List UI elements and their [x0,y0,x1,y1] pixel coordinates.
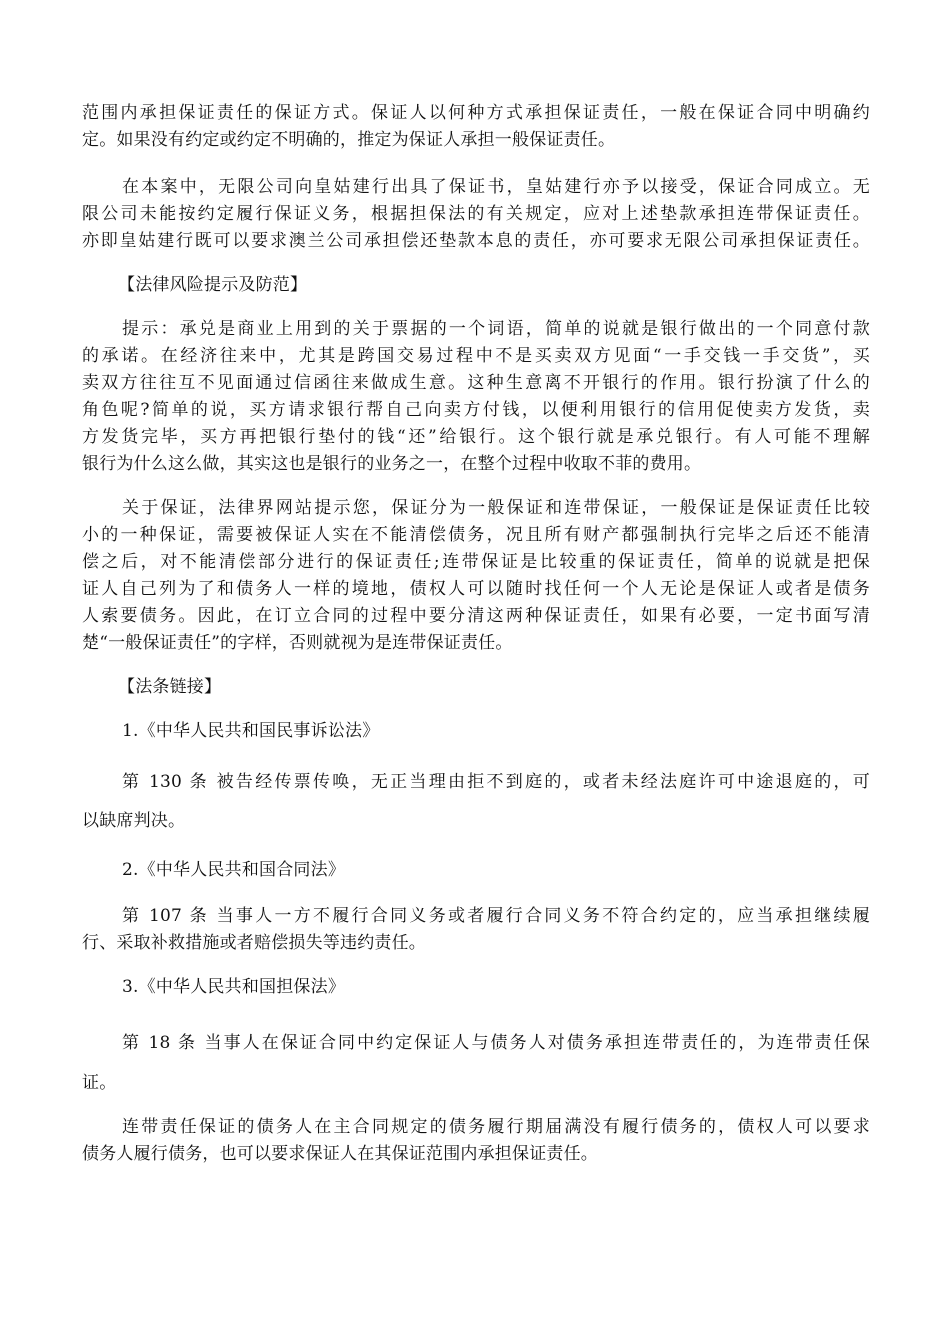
paragraph-line: 关于保证，法律界网站提示您，保证分为一般保证和连带保证，一般保证是保证责任比较 [122,498,870,518]
paragraph-line: 偿之后，对不能清偿部分进行的保证责任;连带保证是比较重的保证责任，简单的说就是把保 [82,552,870,572]
paragraph-line: 楚“一般保证责任”的字样，否则就视为是连带保证责任。 [82,633,513,653]
paragraph-line: 证人自己列为了和债务人一样的境地，债权人可以随时找任何一个人无论是保证人或者是债务 [82,579,870,599]
paragraph-line: 亦即皇姑建行既可以要求澳兰公司承担偿还垫款本息的责任，亦可要求无限公司承担保证责任。 [82,231,870,251]
paragraph-line: 债务人履行债务，也可以要求保证人在其保证范围内承担保证责任。 [82,1144,598,1164]
section-heading: 【法条链接】 [118,677,222,697]
paragraph-line: 定。如果没有约定或约定不明确的，推定为保证人承担一般保证责任。 [82,130,616,150]
article-text: 第 130 条 被告经传票传唤，无正当理由拒不到庭的，或者未经法庭许可中途退庭的，可 [122,772,870,792]
paragraph-line: 在本案中，无限公司向皇姑建行出具了保证书，皇姑建行亦予以接受，保证合同成立。无 [122,177,870,197]
paragraph-line: 小的一种保证，需要被保证人实在不能清偿债务，况且所有财产都强制执行完毕之后还不能清 [82,525,870,545]
paragraph-line: 角色呢?简单的说，买方请求银行帮自己向卖方付钱，以便利用银行的信用促使卖方发货，卖 [82,400,870,420]
paragraph-line: 人索要债务。因此，在订立合同的过程中要分清这两种保证责任，如果有必要，一定书面写清 [82,606,870,626]
article-text: 第 107 条 当事人一方不履行合同义务或者履行合同义务不符合约定的，应当承担继续履 [122,906,870,926]
paragraph-line: 连带责任保证的债务人在主合同规定的债务履行期届满没有履行债务的，债权人可以要求 [122,1117,870,1137]
article-text: 行、采取补救措施或者赔偿损失等违约责任。 [82,933,426,953]
paragraph-line: 方发货完毕，买方再把银行垫付的钱“还”给银行。这个银行就是承兑银行。有人可能不理解 [82,427,870,447]
paragraph-line: 限公司未能按约定履行保证义务，根据担保法的有关规定，应对上述垫款承担连带保证责任。 [82,204,870,224]
paragraph-line: 卖双方往往互不见面通过信函往来做成生意。这种生意离不开银行的作用。银行扮演了什么的 [82,373,870,393]
article-text: 证。 [82,1073,117,1093]
paragraph-line: 的承诺。在经济往来中，尤其是跨国交易过程中不是买卖双方见面“一手交钱一手交货”，买 [82,346,870,366]
law-title: 3.《中华人民共和国担保法》 [122,977,346,997]
paragraph-line: 提示：承兑是商业上用到的关于票据的一个词语，简单的说就是银行做出的一个同意付款 [122,319,870,339]
section-heading: 【法律风险提示及防范】 [118,275,308,295]
article-text: 以缺席判决。 [82,811,186,831]
law-title: 1.《中华人民共和国民事诉讼法》 [122,721,380,741]
article-text: 第 18 条 当事人在保证合同中约定保证人与债务人对债务承担连带责任的，为连带责任保 [122,1033,870,1053]
law-title: 2.《中华人民共和国合同法》 [122,860,346,880]
paragraph-line: 银行为什么这么做，其实这也是银行的业务之一，在整个过程中收取不菲的费用。 [82,454,702,474]
paragraph-line: 范围内承担保证责任的保证方式。保证人以何种方式承担保证责任，一般在保证合同中明确约 [82,103,870,123]
